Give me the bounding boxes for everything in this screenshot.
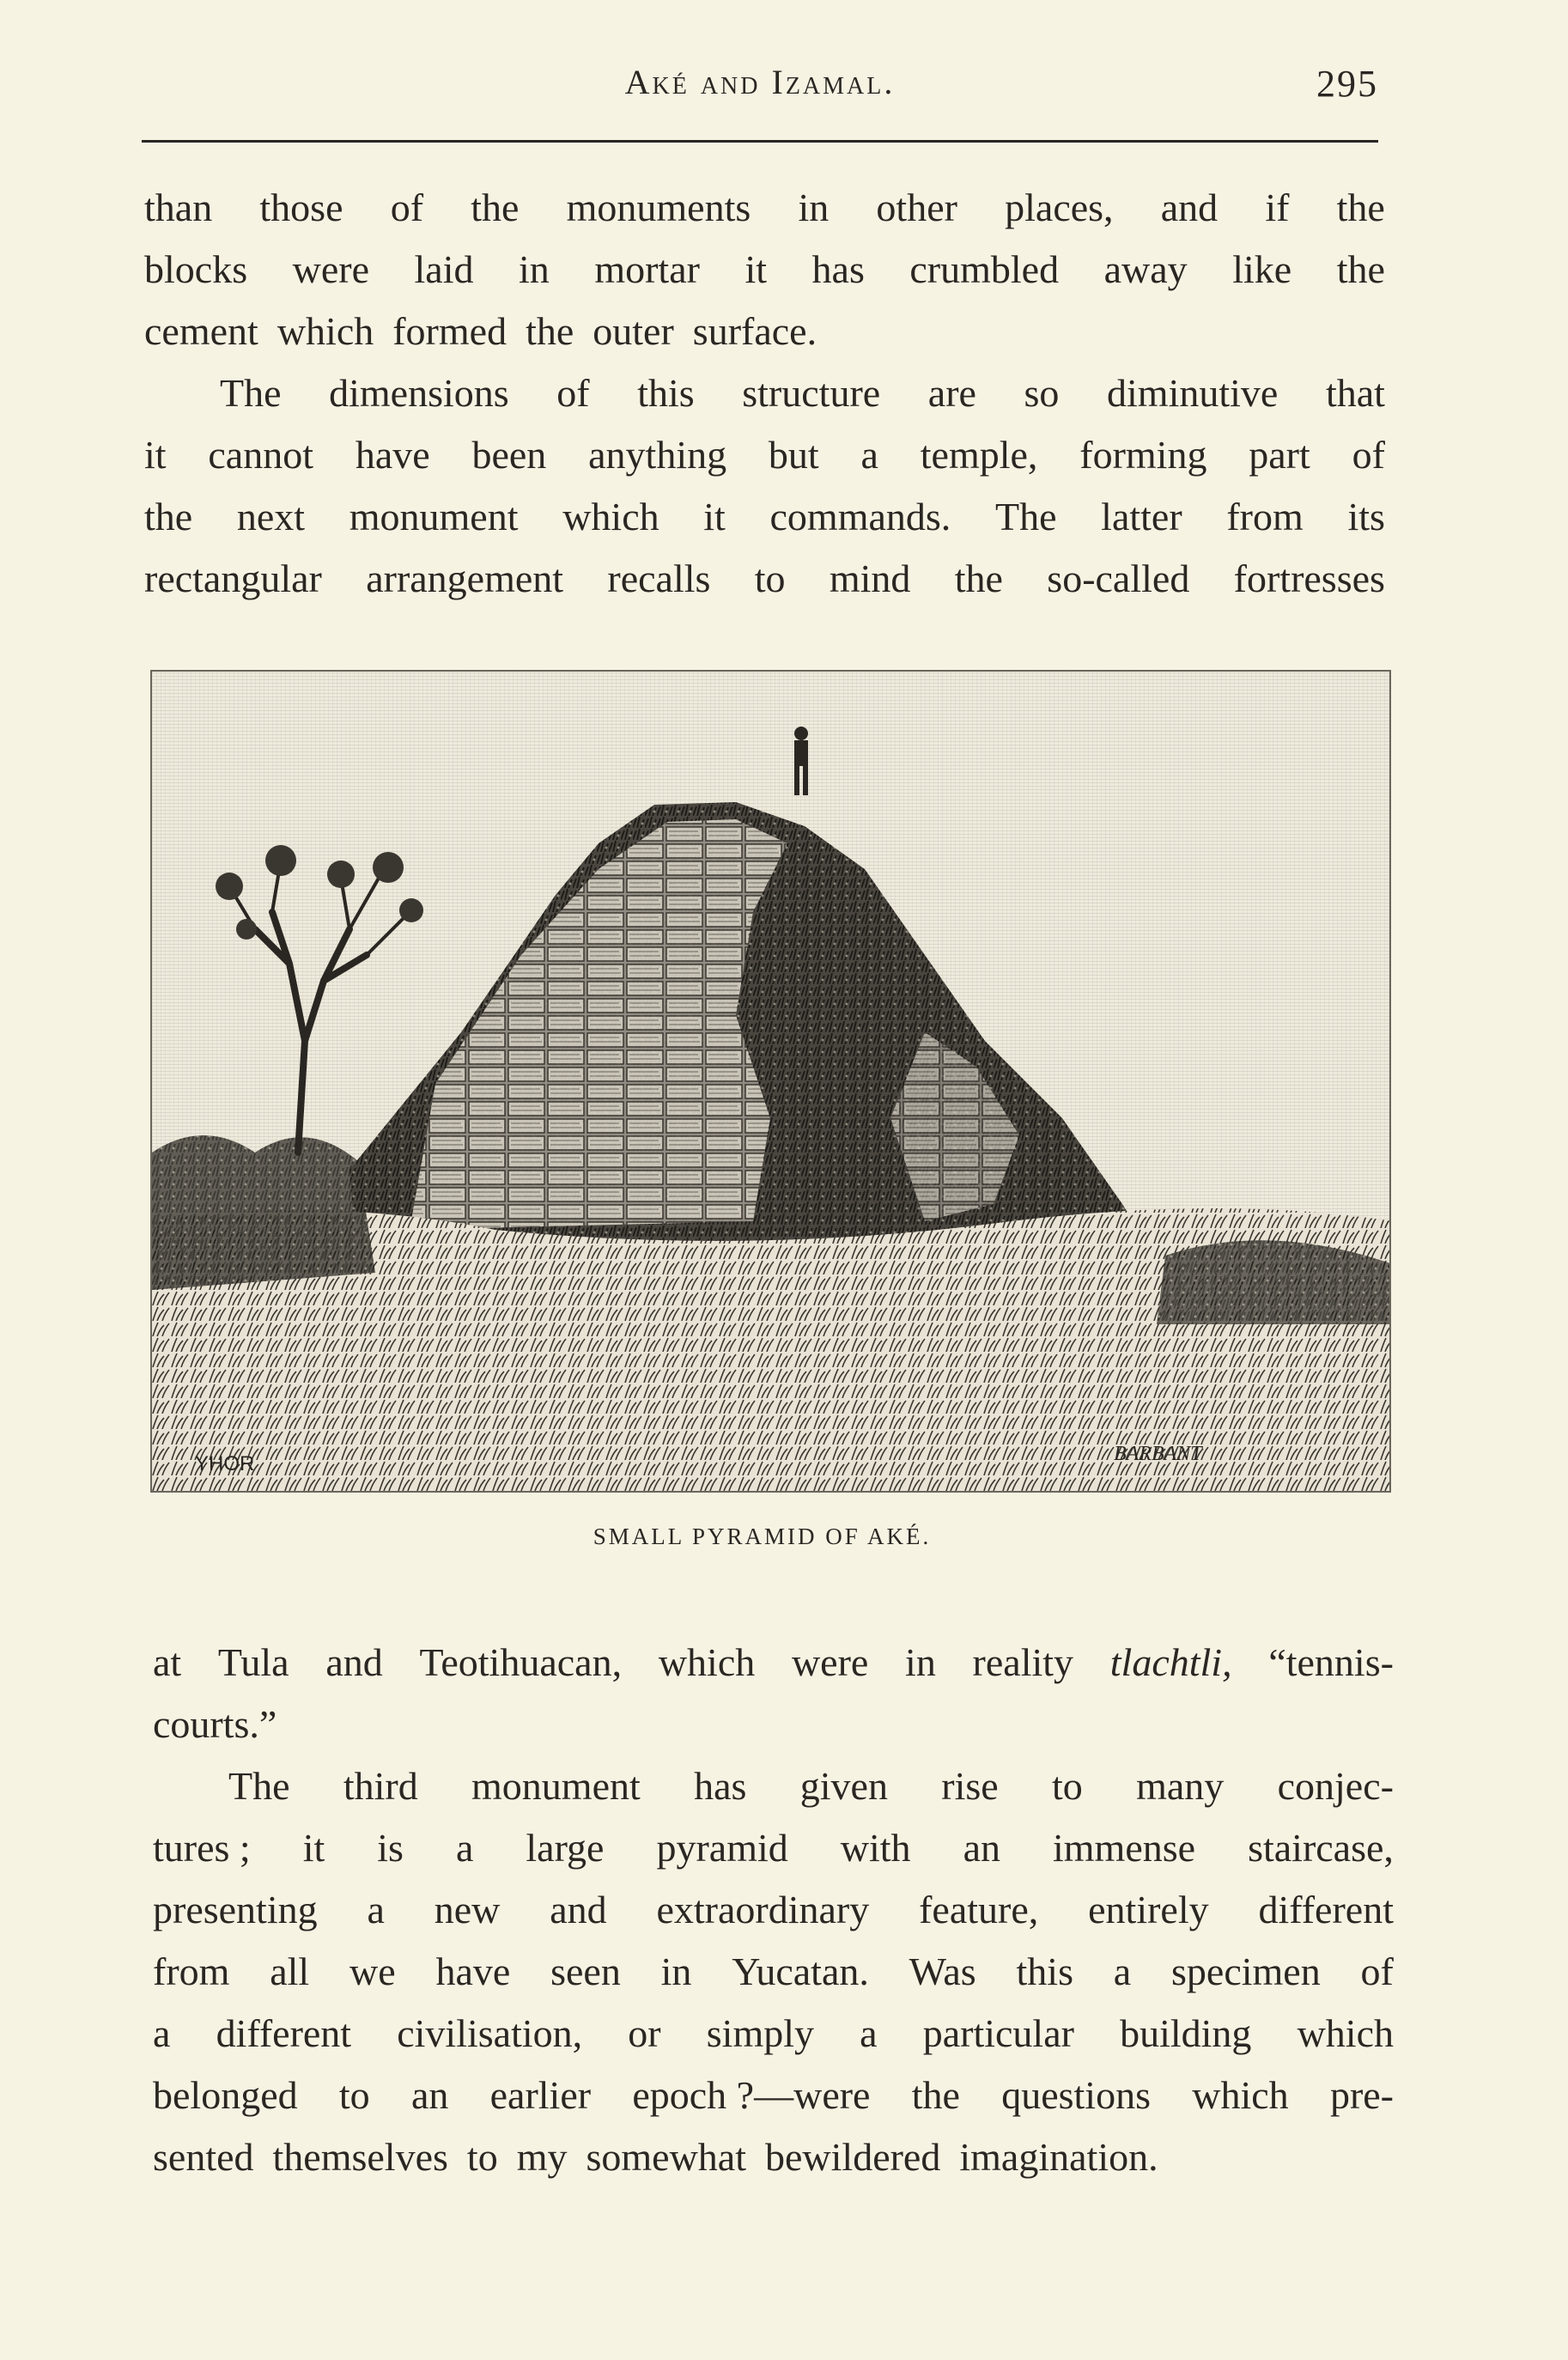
word: themselves [272,2135,448,2179]
word: we [349,1949,396,1993]
text-line [153,1941,1394,2003]
word: a [860,2011,878,2055]
pyramid-engraving [150,670,1391,1493]
word: part [1249,433,1310,477]
word: a [1113,1949,1132,1993]
page-number: 295 [1316,63,1378,105]
word: that [1325,371,1385,415]
word: surface. [692,309,817,353]
word: and [550,1888,607,1931]
word: cannot [208,433,313,477]
word: all [270,1949,310,1993]
word: in [519,247,550,291]
word: have [355,433,430,477]
word: at [153,1640,182,1684]
word: diminutive [1107,371,1279,415]
word: epoch ?—were [632,2073,871,2117]
word: simply [706,2011,815,2055]
word: presenting [153,1888,318,1931]
word: have [435,1949,511,1993]
word: this [637,371,695,415]
engraver-signature-right: BARBANT [1114,1443,1202,1465]
word: formed [392,309,507,353]
header-rule [142,140,1378,143]
word: recalls [607,557,711,600]
word: it [302,1826,325,1870]
tree-trunk [255,912,367,1153]
word: has [811,247,865,291]
word: somewhat [586,2135,746,2179]
word: particular [922,2011,1074,2055]
word: latter [1101,495,1182,538]
word: of [390,186,424,229]
text-line [153,1817,1394,1879]
word: reality [972,1640,1074,1684]
word: to [338,2073,370,2117]
word: monument [349,495,519,538]
word: of [1352,433,1385,477]
word: the [911,2073,960,2117]
text-line [153,1755,1394,1817]
text-line [153,1694,1394,1755]
word: bewildered [765,2135,941,2179]
word: its [1347,495,1385,538]
running-header [142,53,1378,113]
word: the [471,186,520,229]
text-line [144,362,1385,424]
text-line [153,2065,1394,2126]
word: imagination. [959,2135,1158,2179]
word: structure [742,371,881,415]
word: to [754,557,786,600]
word: rise [941,1764,999,1808]
word: the [1336,247,1385,291]
word: like [1232,247,1292,291]
word: laid [414,247,474,291]
word: immense [1052,1826,1196,1870]
word: extraordinary [656,1888,870,1931]
text-line [144,239,1385,301]
word: so [1024,371,1060,415]
word: pyramid [656,1826,788,1870]
word: rectangular [144,557,322,600]
word: cement [144,309,258,353]
word: which [562,495,659,538]
word: mind [829,557,911,600]
word: places, [1005,186,1114,229]
paragraph-top [144,177,1385,610]
word: commands. [769,495,951,538]
word: civilisation, [397,2011,583,2055]
word: Tula [217,1640,289,1684]
text-line [153,1632,1394,1694]
word: The [994,495,1057,538]
word: Yucatan. [732,1949,869,1993]
word: entirely [1088,1888,1209,1931]
text-line [144,301,1385,362]
word: The [228,1764,290,1808]
word: The [220,371,282,415]
word: many [1136,1764,1225,1808]
word: but [768,433,819,477]
ground-brush [152,1135,375,1290]
word: which [658,1640,756,1684]
paragraph-bottom [153,1632,1394,2188]
word: arrangement [366,557,564,600]
text-line [144,486,1385,548]
word: tures ; [153,1826,251,1870]
text-line [153,1879,1394,1941]
word: so-called [1047,557,1190,600]
word: in [905,1640,936,1684]
word: away [1103,247,1188,291]
word: this [1016,1949,1073,1993]
human-figure [794,727,808,795]
word: and [1160,186,1219,229]
text-line [153,2003,1394,2065]
word: crumbled [909,247,1060,291]
word: large [526,1826,605,1870]
word: next [236,495,306,538]
word: in [660,1949,692,1993]
word: are [927,371,976,415]
word: outer [593,309,674,353]
word: questions [1001,2073,1151,2117]
word: staircase, [1248,1826,1394,1870]
word: different [1258,1888,1394,1931]
word: the [1336,186,1385,229]
word: a [153,2011,171,2055]
word: belonged [153,2073,298,2117]
word: were [791,1640,869,1684]
word: new [434,1888,501,1931]
word: a [367,1888,385,1931]
text-line [144,177,1385,239]
word: different [216,2011,352,2055]
word: than [144,186,213,229]
word: my [516,2135,568,2179]
word: the [954,557,1003,600]
word: pre- [1329,2073,1394,2117]
word: of [556,371,590,415]
word: the [526,309,574,353]
tree-foliage [216,845,423,940]
word: the [144,495,193,538]
word: monument [471,1764,641,1808]
figure-caption: SMALL PYRAMID OF AKÉ. [593,1524,932,1549]
word: other [876,186,957,229]
text-line [153,2126,1394,2188]
word: fortresses [1233,557,1385,600]
word: temple, [920,433,1038,477]
word: earlier [489,2073,592,2117]
word: an [410,2073,449,2117]
word: “tennis- [1268,1640,1394,1684]
word: with [840,1826,911,1870]
word: an [963,1826,1000,1870]
word: it [744,247,768,291]
word: has [694,1764,747,1808]
word: if [1265,186,1290,229]
word: were [292,247,369,291]
engraver-signature-left: YHOR [195,1452,255,1475]
word: blocks [144,247,248,291]
word: which [277,309,374,353]
word: dimensions [329,371,509,415]
word: sented [153,2135,254,2179]
word: from [1226,495,1304,538]
word: of [1360,1949,1394,1993]
word: which [1192,2073,1289,2117]
word: which [1297,2011,1394,2055]
word: third [343,1764,418,1808]
word: seen [550,1949,621,1993]
word: a [455,1826,474,1870]
word: it [703,495,726,538]
word: from [153,1949,230,1993]
text-line [144,548,1385,610]
word: monuments [566,186,751,229]
word: courts.” [153,1702,277,1746]
word: is [377,1826,404,1870]
engraving-illustration [152,672,1391,1493]
word: tlachtli, [1109,1640,1232,1684]
word: mortar [594,247,700,291]
word: forming [1079,433,1207,477]
word: Teotihuacan, [419,1640,623,1684]
running-title: Aké and Izamal. [624,63,896,101]
word: been [471,433,547,477]
word: those [259,186,343,229]
word: building [1120,2011,1252,2055]
word: or [628,2011,661,2055]
word: given [799,1764,888,1808]
word: conjec- [1277,1764,1394,1808]
word: specimen [1171,1949,1321,1993]
word: to [466,2135,498,2179]
word: a [860,433,878,477]
pyramid-stonework [410,819,787,1230]
word: feature, [919,1888,1039,1931]
word: in [798,186,830,229]
word: it [144,433,167,477]
word: anything [588,433,727,477]
word: Was [909,1949,976,1993]
text-line [144,424,1385,486]
word: to [1052,1764,1083,1808]
word: and [325,1640,383,1684]
